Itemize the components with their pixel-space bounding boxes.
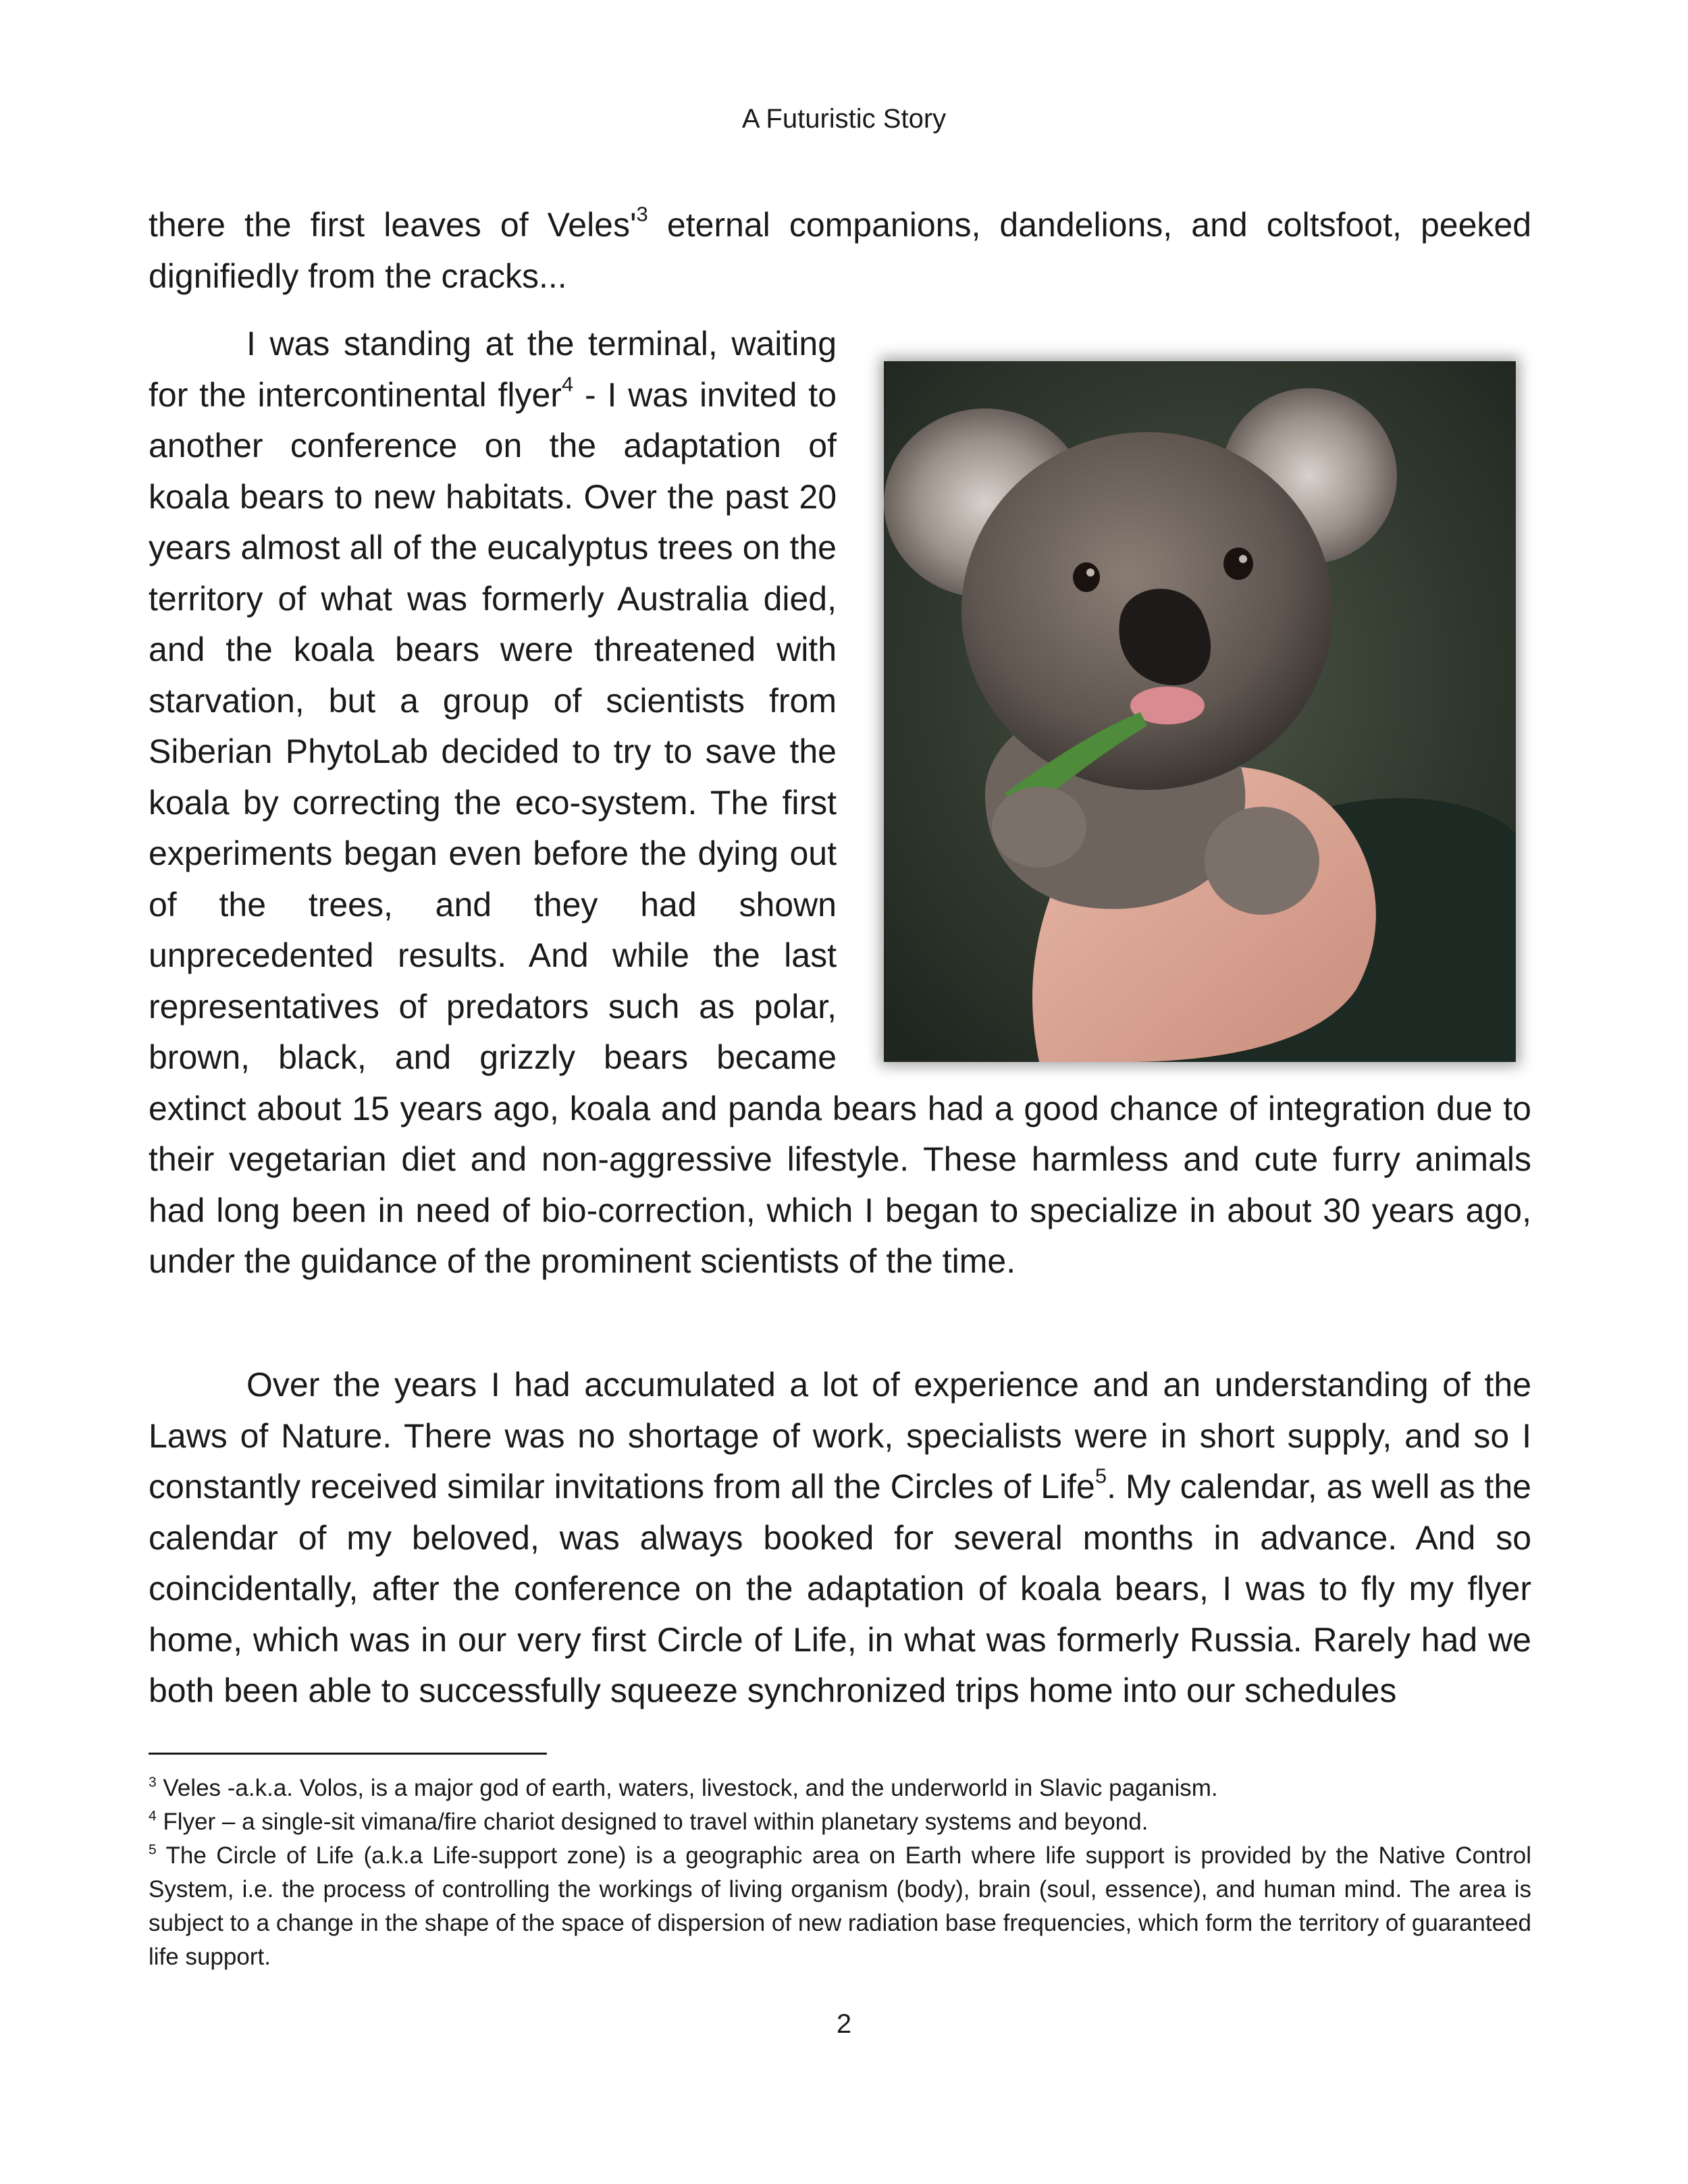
page-number: 2 — [836, 2009, 852, 2039]
paragraph-years — [149, 1360, 1531, 1717]
footnote-number: 5 — [149, 1842, 157, 1858]
footnote-separator — [149, 1753, 547, 1755]
footnote-number: 4 — [149, 1808, 157, 1824]
koala-photo — [884, 361, 1516, 1062]
footnote-number: 3 — [149, 1774, 157, 1790]
footnote-item — [149, 1805, 1531, 1839]
running-header: A Futuristic Story — [741, 104, 947, 134]
footnote-item — [149, 1839, 1531, 1974]
koala-illustration — [884, 361, 1516, 1062]
paragraph-text: eternal companions, dandelions, and coltsfoot, peeked dignifiedly from the cracks... — [149, 206, 1532, 295]
paragraph-koala — [149, 319, 1531, 1287]
footnotes — [149, 1772, 1531, 1974]
paragraph-text: Over the years I had accumulated a lot of experience and an understanding of the Laws of Nature. There was no shortage of work, specialists were in short supply, and so I constantly received similar invitations from all the Circles of Life — [149, 1366, 1531, 1506]
paragraph-text: - I was invited to another conference on the adaptation of koala bears to new habitats. Over the past 20 years almost all of the eucalyptus trees on the territory of what was formerly Australia died, and the koala bears were threatened with starvation, but a group of scientists from Siberian PhytoLab decided to try to save the koala by correcting the eco-system. The first experiments began even before the dying out of the trees, and they had shown unprecedented results. And while the last representatives of predators such as polar, brown, black, and grizzly bears became extinct about 15 years ago, koala and panda bears had a good chance of integration due to their vegetarian diet and non-aggressive lifestyle. These harmless and cute furry animals had long been in need of bio-correction, which I began to specialize in about 30 years ago, under the guidance of the prominent scientists of the time. — [149, 375, 1531, 1280]
footnote-text: The Circle of Life (a.k.a Life-support zone) is a geographic area on Earth where life support is provided by the Native Control System, i.e. the process of controlling the workings of living organism (body), brain (soul, essence), and human mind. The area is subject to a change in the shape of the space of dispersion of new radiation base frequencies, which form the territory of guaranteed life support. — [149, 1842, 1531, 1970]
footnote-text: Flyer – a single-sit vimana/fire chariot designed to travel within planetary systems and beyond. — [156, 1809, 1149, 1835]
paragraph-text: . My calendar, as well as the calendar of my beloved, was always booked for several months in advance. And so coincidentally, after the conference on the adaptation of koala bears, I was to fly my flyer home, which was in our very first Circle of Life, in what was formerly Russia. Rarely had we both been able to successfully squeeze synchronized trips home into our schedules — [149, 1468, 1531, 1709]
footnote-ref[interactable]: 3 — [636, 202, 648, 226]
paragraph-text: there the first leaves of Veles' — [149, 206, 637, 244]
footnote-item — [149, 1772, 1531, 1805]
footnote-text: Veles -a.k.a. Volos, is a major god of earth, waters, livestock, and the underworld in Slavic paganism. — [156, 1775, 1218, 1801]
paragraph-continuation — [149, 200, 1531, 302]
paragraph-text: I was standing at the terminal, waiting for the intercontinental flyer — [149, 325, 837, 414]
footnote-ref[interactable]: 4 — [561, 372, 574, 396]
footnote-ref[interactable]: 5 — [1094, 1464, 1107, 1488]
